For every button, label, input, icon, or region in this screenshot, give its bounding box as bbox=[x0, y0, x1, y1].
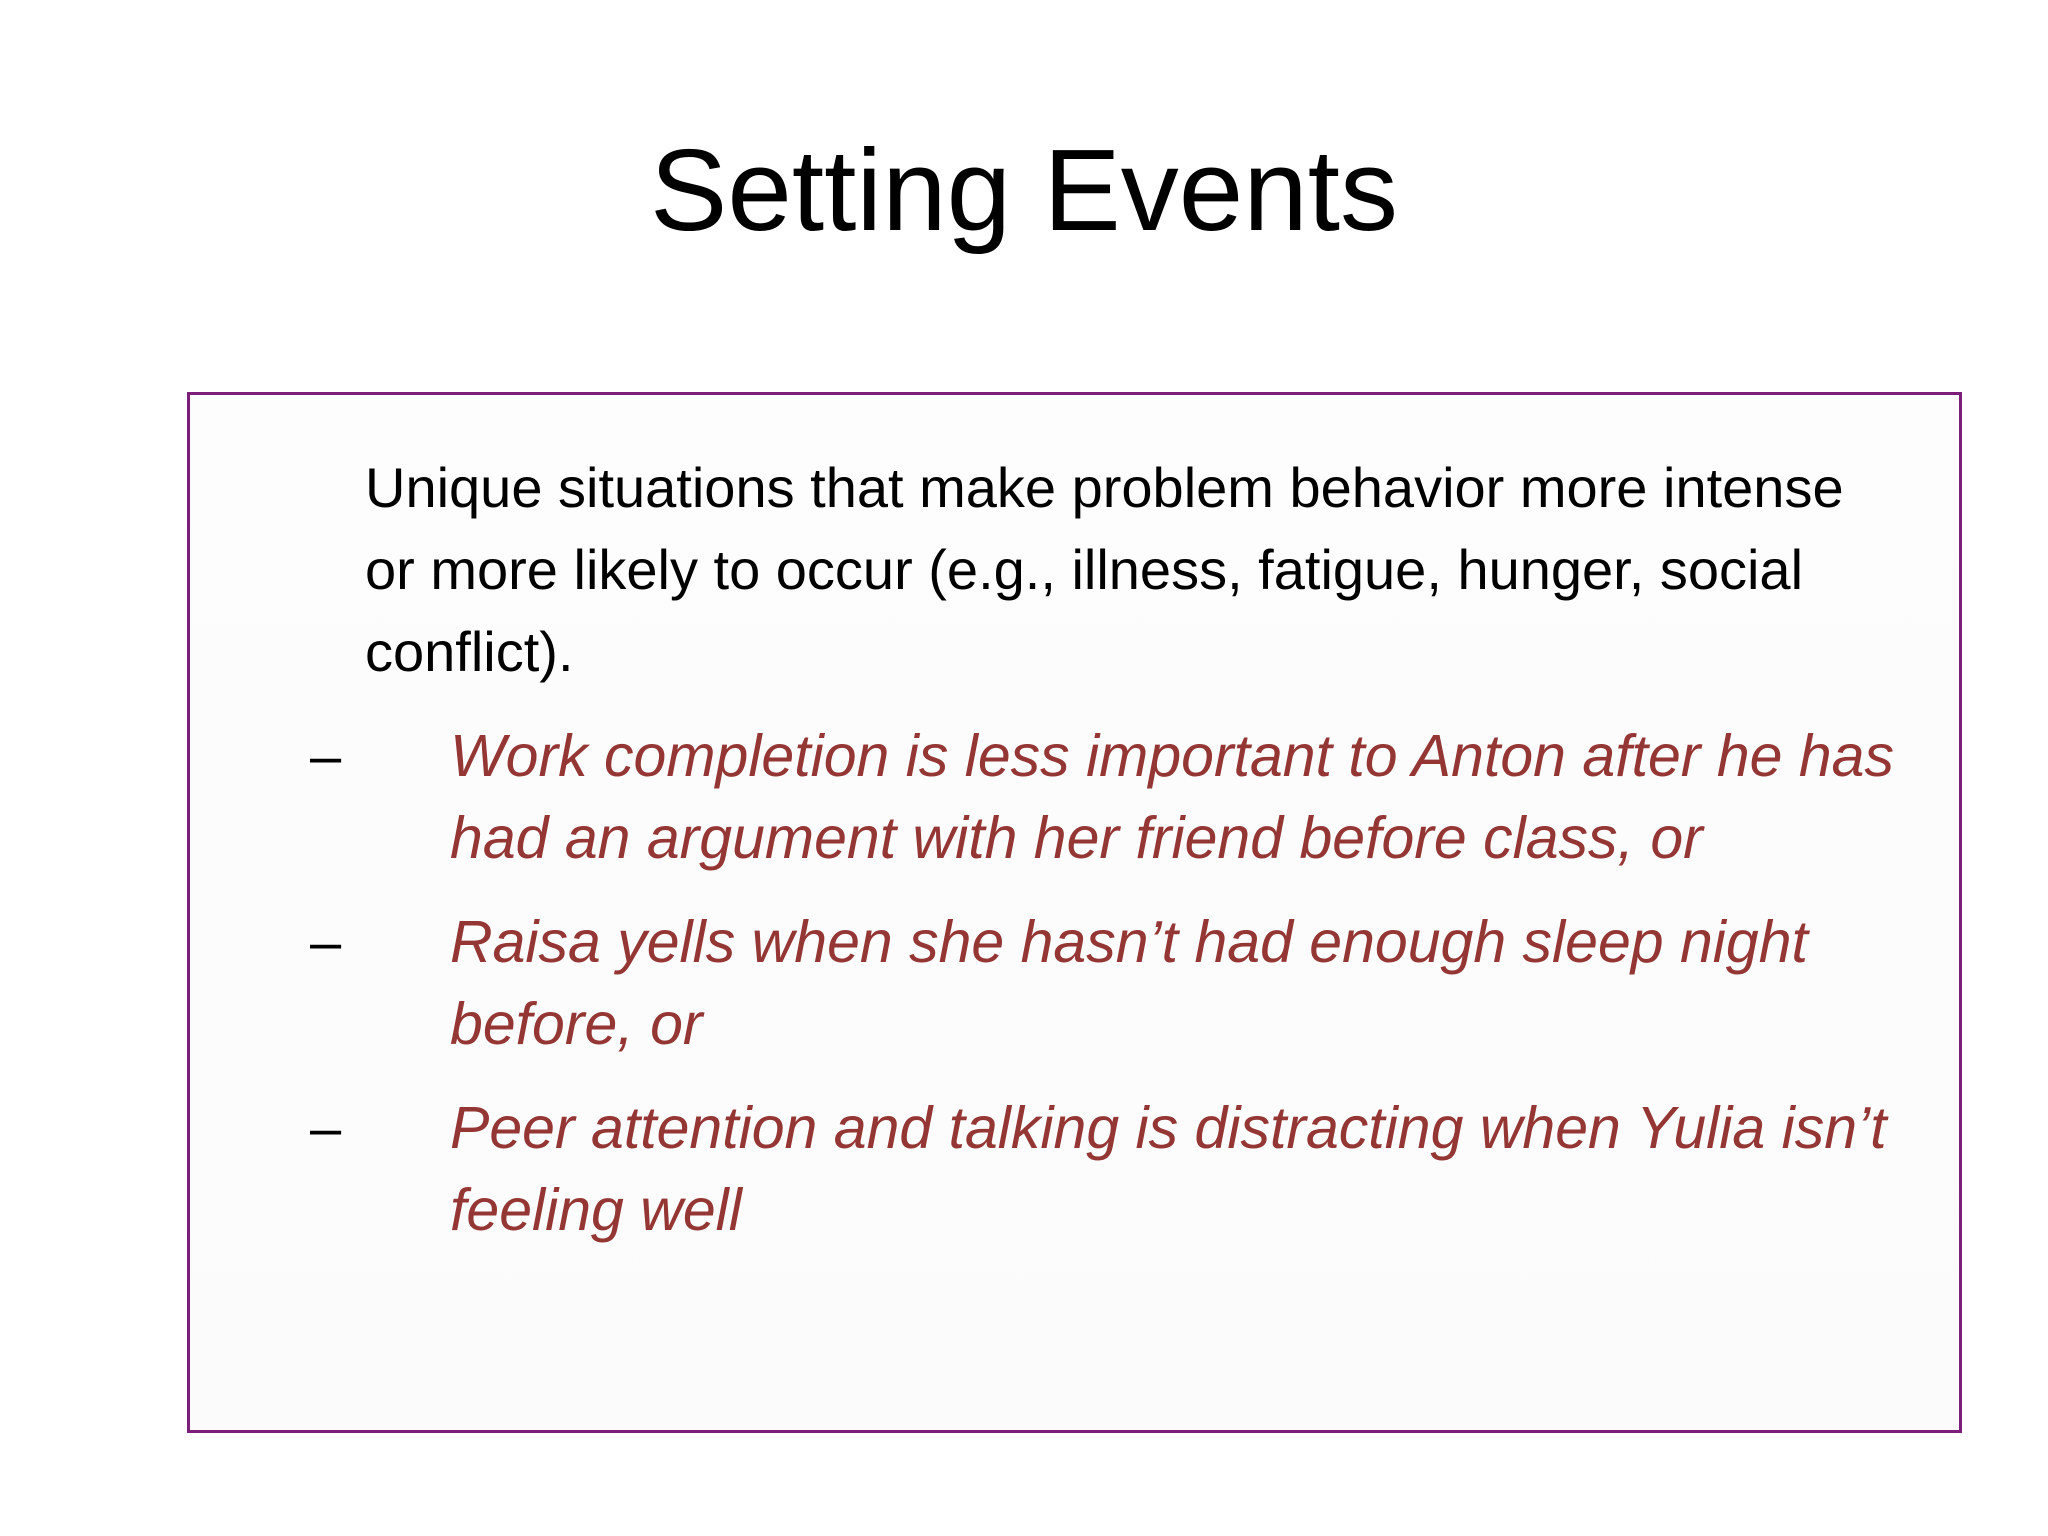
content-box bbox=[187, 392, 1962, 1433]
dash-bullet: – bbox=[310, 910, 342, 973]
example-text: Peer attention and talking is distracting when Yulia isn’t feeling well bbox=[450, 1095, 1887, 1243]
intro-text: Unique situations that make problem behavior more intense or more likely to occur (e.g., illness, fatigue, hunger, social conflict). bbox=[365, 456, 1844, 683]
example-item bbox=[190, 1087, 1959, 1251]
example-text: Raisa yells when she hasn’t had enough sleep night before, or bbox=[450, 909, 1808, 1057]
examples-list bbox=[190, 715, 1959, 1273]
slide-title: Setting Events bbox=[650, 125, 1398, 255]
dash-bullet: – bbox=[310, 1096, 342, 1159]
example-text: Work completion is less important to Anton after he has had an argument with her friend before class, or bbox=[450, 723, 1894, 871]
example-item bbox=[190, 715, 1959, 879]
example-item bbox=[190, 901, 1959, 1065]
dash-bullet: – bbox=[310, 724, 342, 787]
